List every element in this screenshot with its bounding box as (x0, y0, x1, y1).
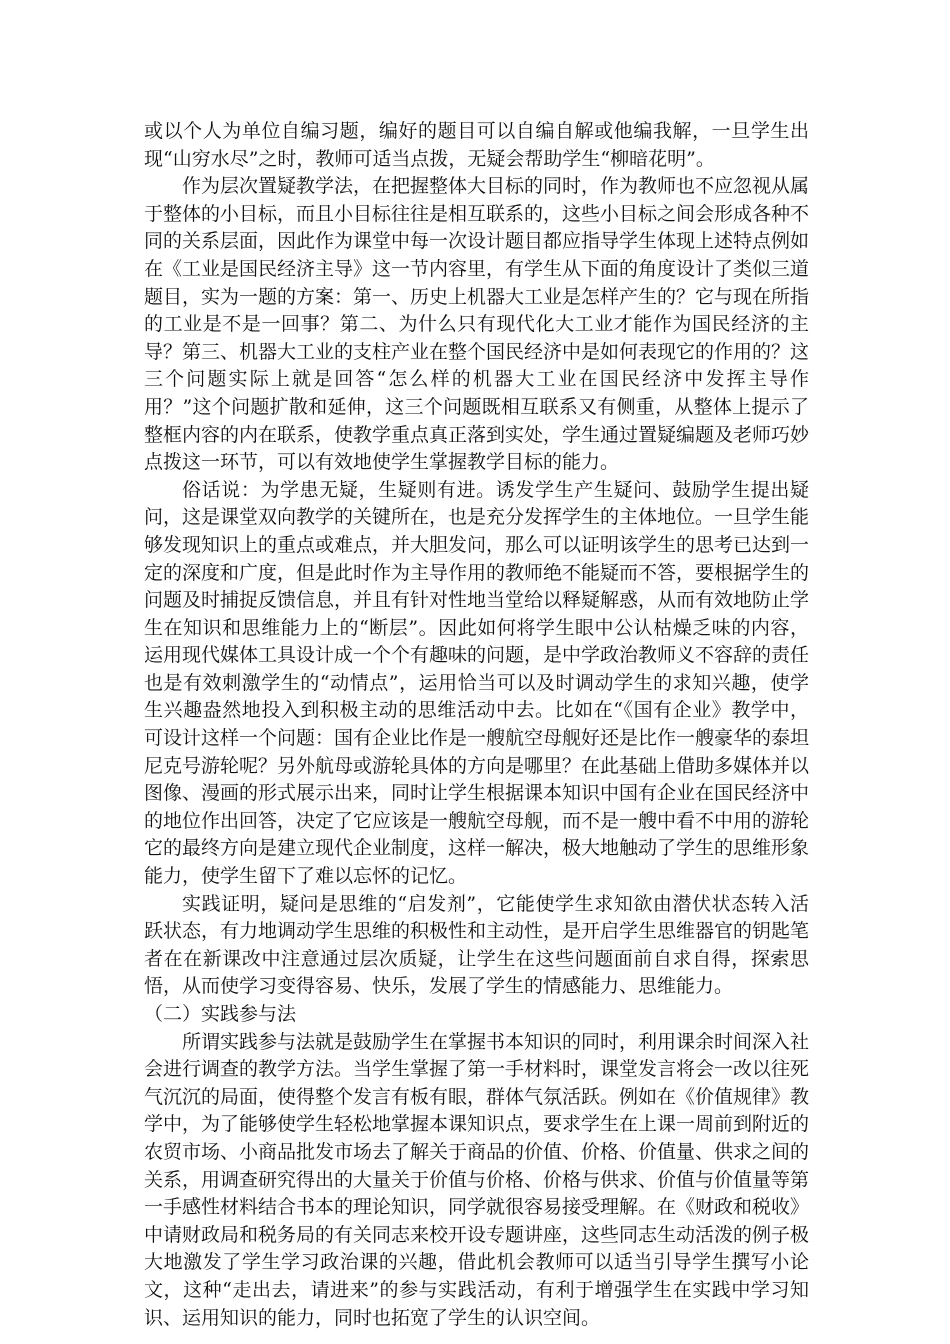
paragraph-encouraging-doubt: 俗话说：为学患无疑，生疑则有进。诱发学生产生疑问、鼓励学生提出疑问，这是课堂双向教学的关键所在，也是充分发挥学生的主体地位。一旦学生能够发现知识上的重点或难点，并大胆发问，那么可以证明该学生的思考已达到一定的深度和广度，但是此时作为主导作用的教师绝不能疑而不答，要根据学生的问题及时捕捉反馈信息，并且有针对性地当堂给以释疑解惑，从而有效地防止学生在知识和思维能力上的“断层”。因此如何将学生眼中公认枯燥乏味的内容，运用现代媒体工具设计成一个个有趣味的问题，是中学政治教师义不容辞的责任也是有效刺激学生的“动情点”，运用恰当可以及时调动学生的求知兴趣，使学生兴趣盎然地投入到积极主动的思维活动中去。比如在“《国有企业》教学中，可设计这样一个问题：国有企业比作是一艘航空母舰好还是比作一艘豪华的泰坦尼克号游轮呢？另外航母或游轮具体的方向是哪里？在此基础上借助多媒体并以图像、漫画的形式展示出来，同时让学生根据课本知识中国有企业在国民经济中的地位作出回答，决定了它应该是一艘航空母舰，而不是一艘中看不中用的游轮它的最终方向是建立现代企业制度，这样一解决，极大地触动了学生的思维形象能力，使学生留下了难以忘怀的记忆。 (144, 478, 810, 888)
paragraph-continuation: 或以个人为单位自编习题，编好的题目可以自编自解或他编我解，一旦学生出现“山穷水尽”之时，教师可适当点拨，无疑会帮助学生“柳暗花明”。 (144, 120, 809, 170)
paragraph-practice-proves: 实践证明，疑问是思维的“启发剂”，它能使学生求知欲由潜伏状态转入活跃状态，有力地调动学生思维的积极性和主动性，是开启学生思维器官的钥匙笔者在在新课改中注意通过层次质疑，让学生在这些问题面前自求自得，探索思悟，从而使学习变得容易、快乐，发展了学生的情感能力、思维能力。 (144, 892, 810, 998)
section-heading: （二）实践参与法 (144, 1003, 297, 1025)
paragraph-layered-questioning: 作为层次置疑教学法，在把握整体大目标的同时，作为教师也不应忽视从属于整体的小目标，而且小目标往往是相互联系的，这些小目标之间会形成各种不同的关系层面，因此作为课堂中每一次设计题目都应指导学生体现上述特点例如在《工业是国民经济主导》这一节内容里，有学生从下面的角度设计了类似三道题目，实为一题的方案：第一、历史上机器大工业是怎样产生的？它与现在所指的工业是不是一回事？第二、为什么只有现代化大工业才能作为国民经济的主导？第三、机器大工业的支柱产业在整个国民经济中是如何表现它的作用的？这三个问题实际上就是回答“怎么样的机器大工业在国民经济中发挥主导作用？”这个问题扩散和延伸，这三个问题既相互联系又有侧重，从整体上提示了整框内容的内在联系，使教学重点真正落到实处，学生通过置疑编题及老师巧妙点拨这一环节，可以有效地使学生掌握教学目标的能力。 (144, 175, 810, 474)
paragraph-practice-participation: 所谓实践参与法就是鼓励学生在掌握书本知识的同时，利用课余时间深入社会进行调查的教学方法。当学生掌握了第一手材料时，课堂发言将会一改以往死气沉沉的局面，使得整个发言有板有眼，群体气氛活跃。例如在《价值规律》教学中，为了能够使学生轻松地掌握本课知识点，要求学生在上课一周前到附近的农贸市场、小商品批发市场去了解关于商品的价值、价格、价值量、供求之间的关系，用调查研究得出的大量关于价值与价格、价格与供求、价值与价值量等第一手感性材料结合书本的理论知识，同学就很容易接受理解。在《财政和税收》中请财政局和税务局的有关同志来校开设专题讲座，这些同志生动活泼的例子极大地激发了学生学习政治课的兴趣，借此机会教师可以适当引导学生撰写小论文，这种“走出去，请进来”的参与实践活动，有利于增强学生在实践中学习知识、运用知识的能力，同时也拓宽了学生的认识空间。 (144, 1030, 810, 1329)
document-body (144, 118, 809, 1332)
